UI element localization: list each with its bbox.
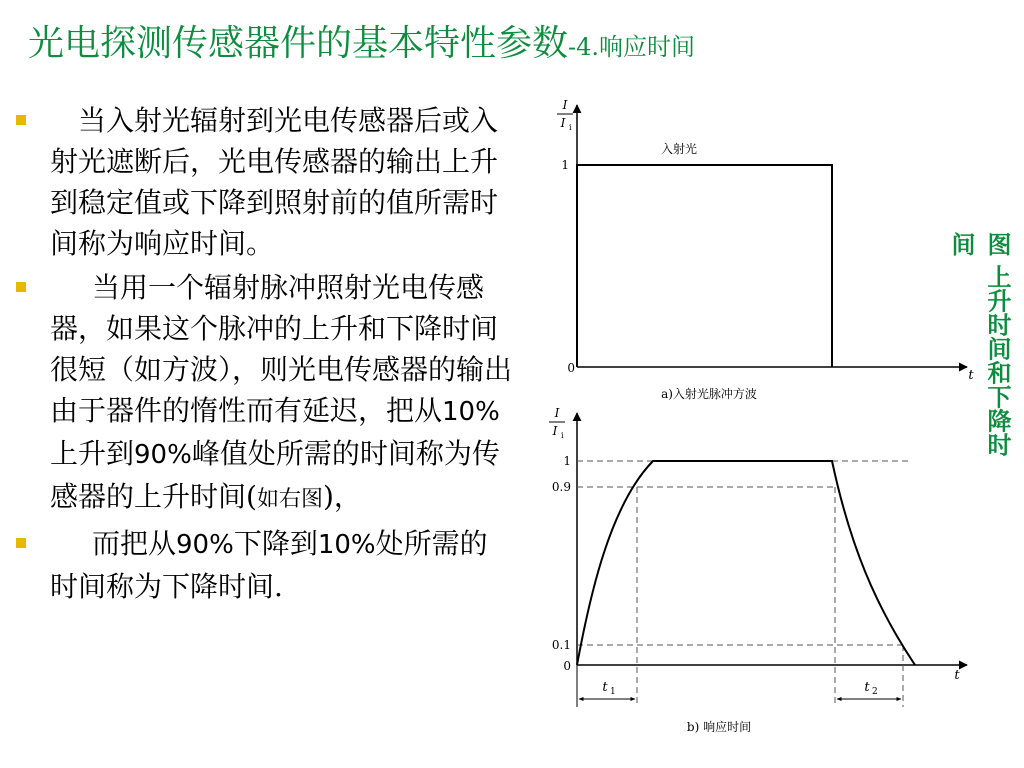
incident-light-label: 入射光 [661,142,698,156]
t2-label: t [864,680,870,695]
response-curve [577,461,915,665]
bottom-origin: 0 [563,659,571,673]
square-pulse-line [577,165,832,367]
top-y-label-den: I [560,116,566,130]
bottom-tick-09: 0.9 [551,480,571,494]
response-time-figure [535,95,975,755]
bullet-2-part4: )， [322,480,362,513]
bullet-3-num1: 90% [176,530,234,560]
figure-side-caption-col2: 间 [947,232,975,256]
bullet-2-num1: 10% [442,397,500,427]
bottom-tick-1: 1 [563,454,571,468]
response-time-diagram [535,95,975,755]
bottom-y-label-num: I [554,406,560,420]
bullet-3-part3: 处所需的时间称为下降时间. [50,527,488,603]
bullet-3-part1: 而把从 [92,527,177,560]
title-main: 光电探测传感器件的基本特性参数 [28,23,569,64]
bottom-y-label-den-sub: i [561,431,564,440]
incident-pulse-chart [557,98,974,401]
t2-sub: 2 [872,687,878,697]
bullet-item-3 [12,523,512,607]
top-caption: a)入射光脉冲方波 [661,387,757,401]
bullet-item-2 [12,267,512,520]
bullet-2-num2: 90% [134,440,192,470]
t1-label: t [602,680,608,695]
bottom-y-label-den: I [552,424,558,438]
bottom-caption: b) 响应时间 [686,720,752,734]
t1-sub: 1 [610,687,616,697]
bottom-tick-01: 0.1 [551,638,571,652]
bullet-square-icon [16,538,26,548]
bullet-item-1 [12,100,512,264]
slide-title [28,22,695,69]
figure-side-caption-col1: 图 上升时间和下降时 [983,232,1011,457]
top-y-label-num: I [562,98,568,112]
bullet-2-part3: 峰值处所需的时间称为传感器的上升时间( [50,437,500,513]
bullet-3-part2: 下降到 [233,527,318,560]
top-y-label-den-sub: i [569,123,572,132]
top-tick-1: 1 [561,158,569,172]
top-origin: 0 [567,361,575,375]
bullet-square-icon [16,282,26,292]
top-x-label: t [968,368,974,383]
bullet-2-small: 如右图 [256,487,323,512]
bullet-2-part2: 上升到 [50,437,135,470]
bullet-2-part1: 当用一个辐射脉冲照射光电传感器，如果这个脉冲的上升和下降时间很短（如方波），则光电传感器的输出由于器件的惰性而有延迟，把从 [50,271,513,427]
bullet-square-icon [16,115,26,125]
bottom-x-label: t [954,668,960,683]
bullet-list [12,100,512,607]
title-suffix: -4.响应时间 [568,33,696,61]
bullet-3-num2: 10% [317,530,376,560]
bullet-1-text: 当入射光辐射到光电传感器后或入射光遮断后，光电传感器的输出上升到稳定值或下降到照射前的值所需时间称为响应时间。 [50,104,499,260]
response-time-chart [549,406,967,734]
